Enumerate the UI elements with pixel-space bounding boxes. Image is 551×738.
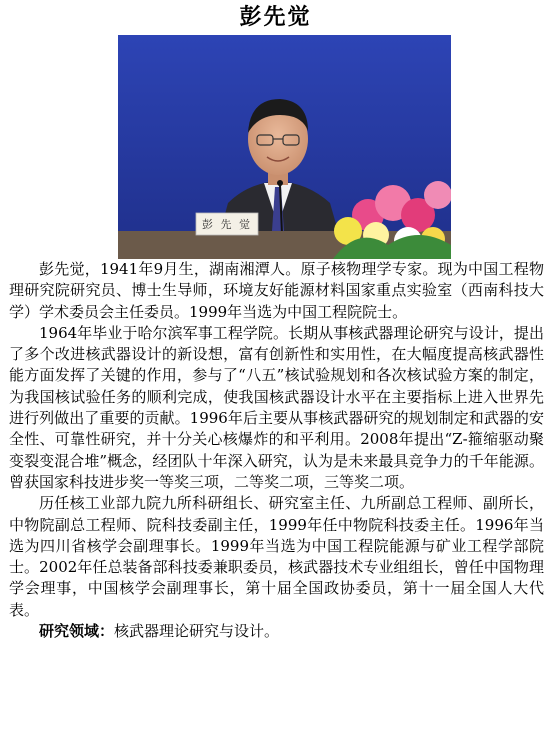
research-field-label: 研究领域： bbox=[39, 622, 115, 641]
research-field bbox=[9, 621, 544, 642]
biography-text bbox=[9, 259, 544, 642]
paragraph-intro: 彭先觉，1941年9月生，湖南湘潭人。原子核物理学专家。现为中国工程物理研究院研究员、博士生导师，环境友好能源材料国家重点实验室（西南科技大学）学术委员会主任委员。1999年当选为中国工程院院士。 bbox=[9, 260, 544, 321]
nameplate-text: 彭 先 觉 bbox=[202, 218, 252, 231]
portrait-photo bbox=[118, 35, 451, 259]
paragraph-career: 1964年毕业于哈尔滨军事工程学院。长期从事核武器理论研究与设计，提出了多个改进核武器设计的新设想，富有创新性和实用性，在大幅度提高核武器性能方面发挥了关键的作用，参与了“八五”核试验规划和各次核试验方案的制定，为我国核试验任务的顺利完成，使我国核武器设计水平在主要指标上进入世界先进行列做出了重要的贡献。1996年后主要从事核武器研究的规划制定和武器的安全性、可靠性研究，并十分关心核爆炸的和平利用。2008年提出“Z-箍缩驱动聚变裂变混合堆”概念，经团队十年深入研究，认为是未来最具竞争力的千年能源。曾获国家科技进步奖一等奖三项，二等奖二项，三等奖二项。 bbox=[9, 323, 544, 491]
research-field-value: 核武器理论研究与设计。 bbox=[114, 622, 280, 641]
paragraph-positions: 历任核工业部九院九所科研组长、研究室主任、九所副总工程师、副所长，中物院副总工程师、院科技委副主任，1999年任中物院科技委主任。1996年当选为四川省核学会副理事长。1999年当选为中国工程院能源与矿业工程学部院士。2002年任总装备部科技委兼职委员，核武器技术专业组组长，曾任中国物理学会理事，中国核学会副理事长，第十届全国政协委员，第十一届全国人大代表。 bbox=[9, 494, 544, 619]
page-title: 彭先觉 bbox=[239, 5, 312, 30]
